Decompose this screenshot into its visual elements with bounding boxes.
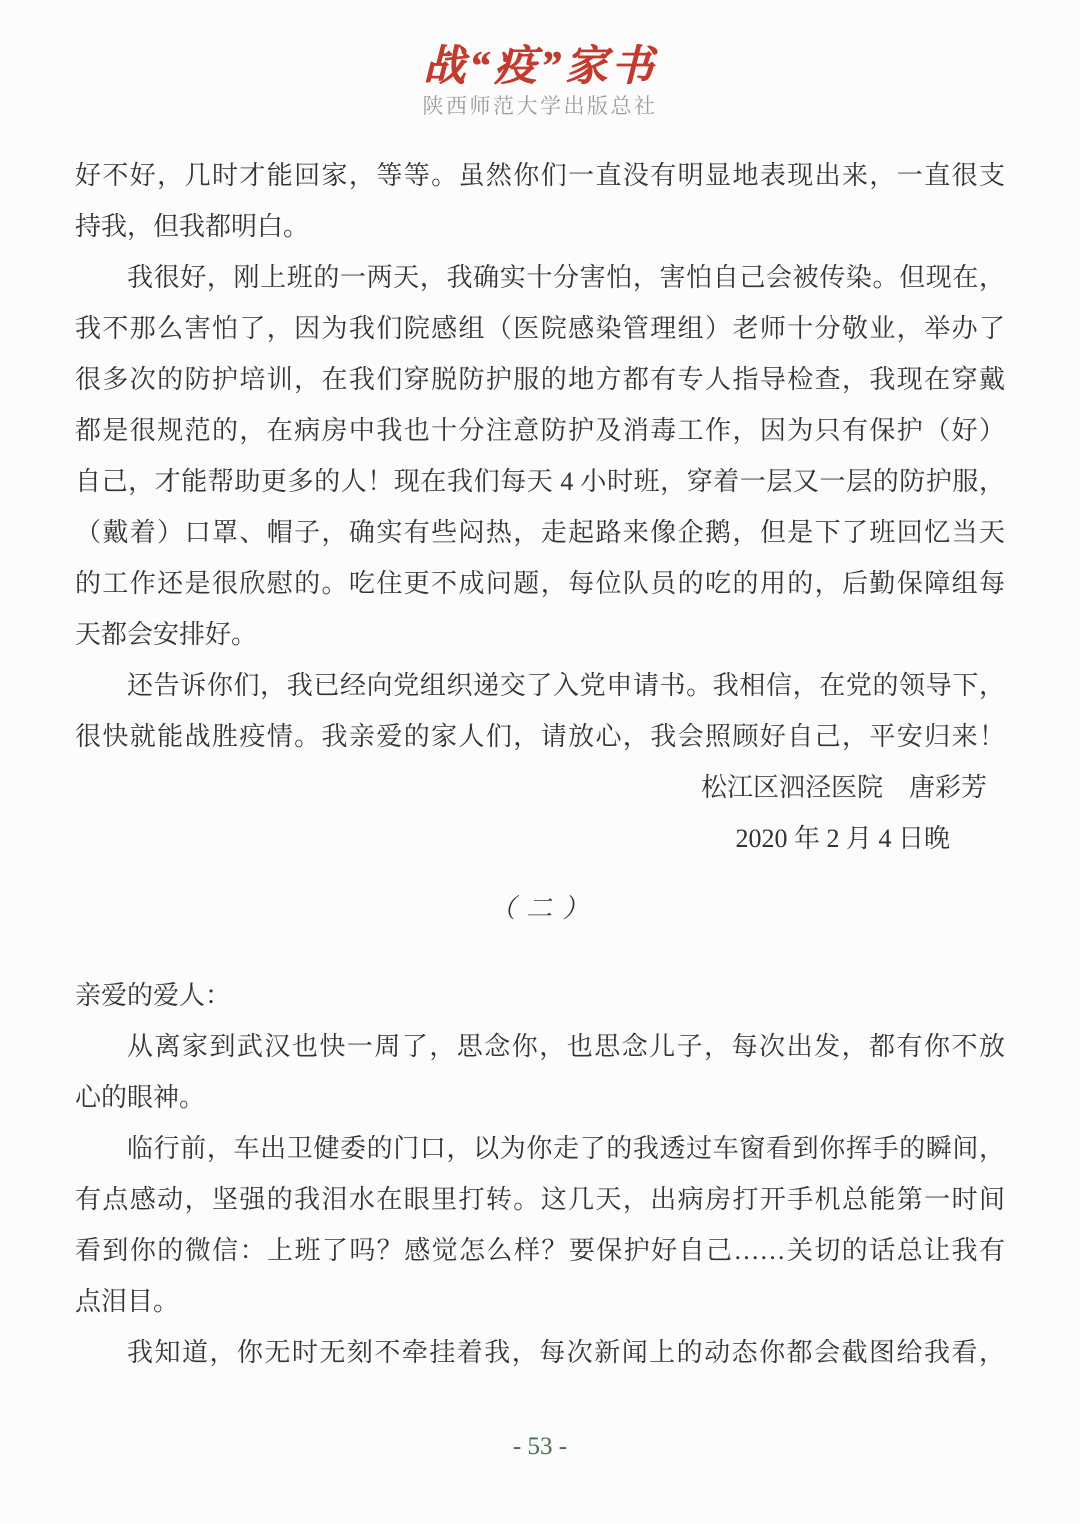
paragraph — [75, 252, 1005, 660]
letter-line: 还告诉你们，我已经向党组织递交了入党申请书。我相信，在党的领导下， — [127, 671, 1005, 700]
page-footer — [0, 1432, 1080, 1462]
date-line: 2020 年 2 月 4 日晚 — [735, 824, 950, 853]
paragraph — [75, 1123, 1005, 1327]
letter-line: 从离家到武汉也快一周了，思念你，也思念儿子，每次出发，都有你不放 — [127, 1032, 1005, 1061]
letter-line: 临行前，车出卫健委的门口，以为你走了的我透过车窗看到你挥手的瞬间， — [127, 1134, 1005, 1163]
letter-line: 我不那么害怕了，因为我们院感组（医院感染管理组）老师十分敬业，举办了 — [75, 314, 1005, 343]
letter-body — [75, 150, 1005, 1378]
publisher-name: 陕西师范大学出版总社 — [422, 95, 658, 118]
letter-line: 持我，但我都明白。 — [75, 212, 310, 241]
letter-line: 看到你的微信：上班了吗？感觉怎么样？要保护好自己……关切的话总让我有 — [75, 1236, 1005, 1265]
paragraph — [75, 150, 1005, 252]
letter-line: 点泪目。 — [75, 1287, 180, 1316]
letter-line: 很多次的防护培训，在我们穿脱防护服的地方都有专人指导检查，我现在穿戴 — [75, 365, 1005, 394]
paragraph — [75, 1327, 1005, 1378]
letter-line: 天都会安排好。 — [75, 620, 258, 649]
letter-line: 好不好，几时才能回家，等等。虽然你们一直没有明显地表现出来，一直很支 — [75, 161, 1005, 190]
letter-line: 有点感动，坚强的我泪水在眼里打转。这几天，出病房打开手机总能第一时间 — [75, 1185, 1005, 1214]
letter-line: （戴着）口罩、帽子，确实有些闷热，走起路来像企鹅，但是下了班回忆当天 — [75, 518, 1005, 547]
paragraph — [75, 660, 1005, 762]
letter-line: 自己，才能帮助更多的人！现在我们每天 4 小时班，穿着一层又一层的防护服， — [75, 467, 1005, 496]
signature-line: 松江区泗泾医院 唐彩芳 — [700, 773, 987, 802]
letter-line: 我知道，你无时无刻不牵挂着我，每次新闻上的动态你都会截图给我看， — [127, 1338, 1005, 1367]
letter-line: 很快就能战胜疫情。我亲爱的家人们，请放心，我会照顾好自己，平安归来！ — [75, 722, 1005, 751]
letter-line: 的工作还是很欣慰的。吃住更不成问题，每位队员的吃的用的，后勤保障组每 — [75, 569, 1005, 598]
letter-line: 心的眼神。 — [75, 1083, 206, 1112]
letter-line: 我很好，刚上班的一两天，我确实十分害怕，害怕自己会被传染。但现在， — [127, 263, 1005, 292]
paragraph — [75, 1021, 1005, 1123]
salutation: 亲爱的爱人： — [75, 981, 232, 1010]
page-number: - 53 - — [512, 1433, 568, 1460]
book-title-logo: 战“疫”家书 — [422, 44, 657, 90]
page-header — [0, 44, 1080, 120]
letter-line: 都是很规范的，在病房中我也十分注意防护及消毒工作，因为只有保护（好） — [75, 416, 1005, 445]
section-heading: （ 二 ） — [489, 894, 591, 923]
